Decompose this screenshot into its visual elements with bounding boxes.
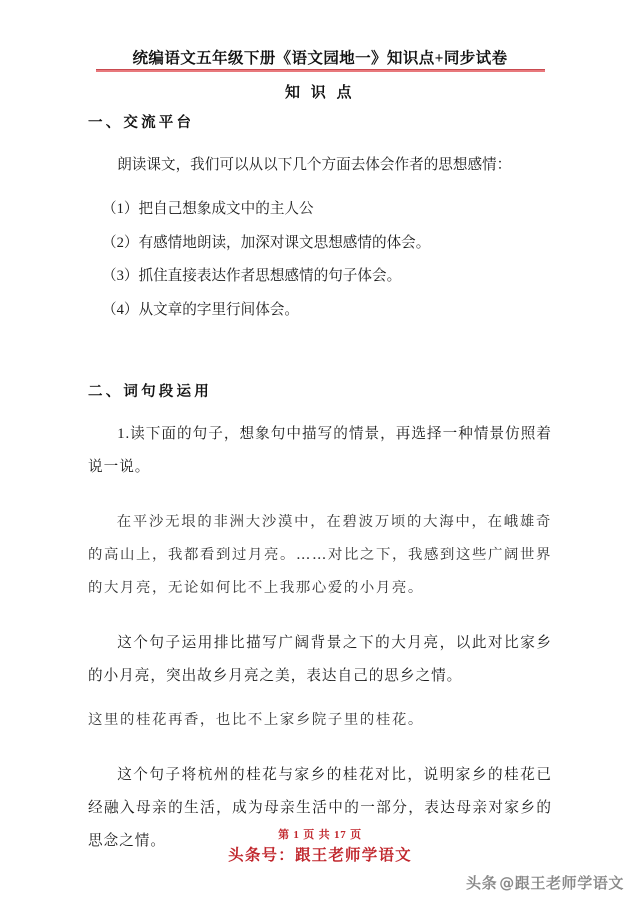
spacer — [88, 737, 552, 759]
list-item: （4）从文章的字里行间体会。 — [102, 301, 300, 318]
title-divider — [96, 69, 545, 72]
section-1-lead: 朗读课文，我们可以从以下几个方面去体会作者的思想感情： — [117, 157, 512, 173]
spacer — [88, 407, 552, 418]
page-title: 统编语文五年级下册《语文园地一》知识点+同步试卷 — [132, 50, 508, 67]
example-quote-2: 这里的桂花再香，也比不上家乡院子里的桂花。 — [88, 712, 424, 728]
page-subtitle: 知 识 点 — [284, 85, 355, 101]
analysis-1: 这个句子运用排比描写广阔背景之下的大月亮，以此对比家乡的小月亮，突出故乡月亮之美，表达自己的思乡之情。 — [88, 635, 552, 684]
analysis-2: 这个句子将杭州的桂花与家乡的桂花对比，说明家乡的桂花已经融入母亲的生活，成为母亲生活中的一部分，表达母亲对家乡的思念之情。 — [88, 767, 552, 849]
spacer — [88, 327, 552, 355]
spacer — [88, 693, 552, 704]
section-2-task: 1.读下面的句子，想象句中描写的情景，再选择一种情景仿照着说一说。 — [88, 426, 552, 475]
spacer — [88, 355, 552, 377]
toutiao-logo-icon: 头条 — [465, 874, 498, 892]
page-number-indicator: 第 1 页 共 17 页 — [278, 829, 362, 841]
section-heading-1: 一、交流平台 — [88, 115, 195, 131]
document-body — [88, 108, 552, 858]
spacer — [88, 182, 552, 193]
list-item: （1）把自己想象成文中的主人公 — [102, 201, 314, 217]
watermark-handle: @跟王老师学语文 — [499, 874, 624, 892]
spacer — [88, 605, 552, 627]
spacer — [88, 484, 552, 506]
section-heading-2: 二、词句段运用 — [88, 384, 212, 400]
spacer — [88, 138, 552, 149]
example-quote-1: 在平沙无垠的非洲大沙漠中，在碧波万顷的大海中，在峨雄奇的高山上，我都看到过月亮。……对比之下，我感到这些广阔世界的大月亮，无论如何比不上我那心爱的小月亮。 — [88, 514, 552, 596]
watermark — [466, 872, 624, 893]
list-item: （2）有感情地朗读，加深对课文思想感情的体会。 — [102, 234, 431, 251]
list-item: （3）抓住直接表达作者思想感情的句子体会。 — [102, 268, 402, 284]
footer-brand-line: 头条号：跟王老师学语文 — [228, 847, 412, 864]
